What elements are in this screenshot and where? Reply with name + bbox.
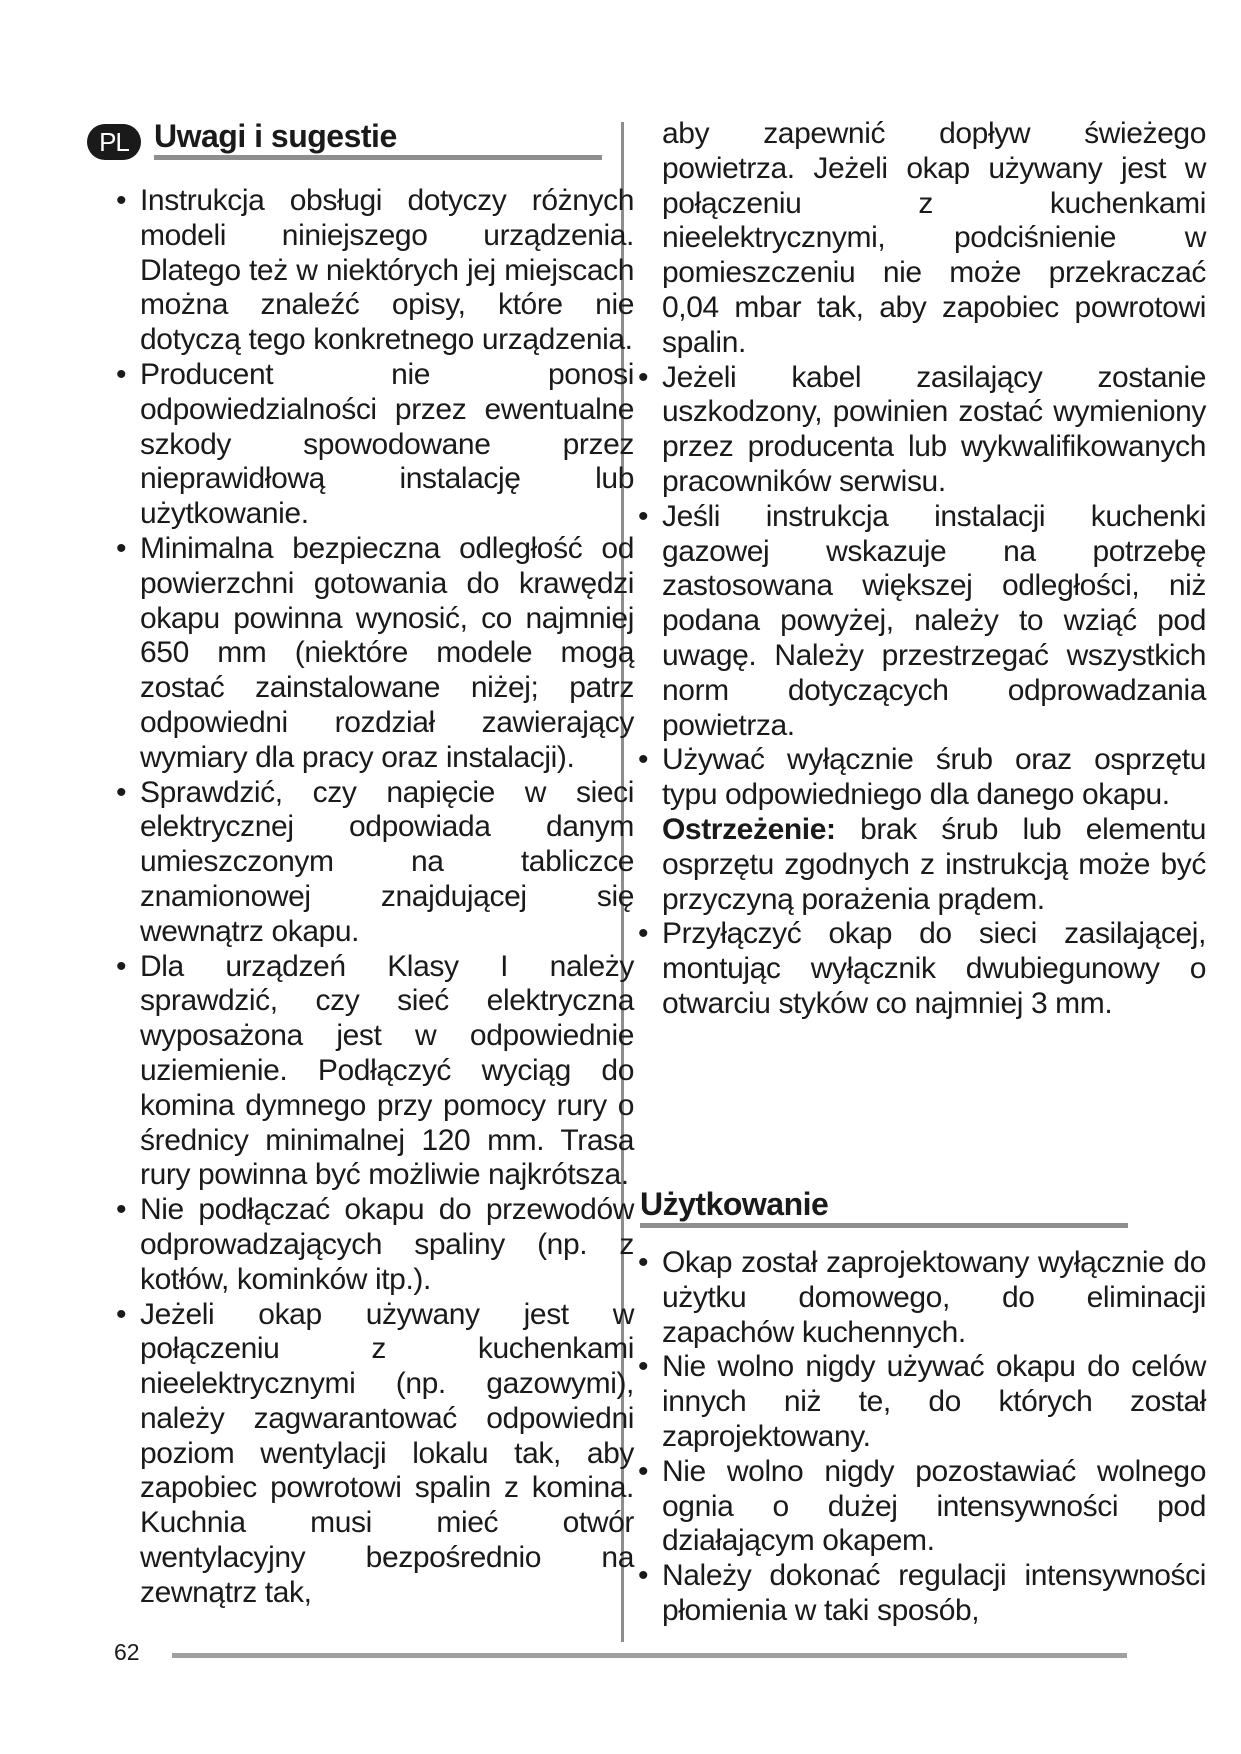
list-item: • Sprawdzić, czy napięcie w sieci elektrycznej odpowiada danym umieszczonym na tabliczce znamionowej znajdującej się wewnątrz okapu. xyxy=(114,776,634,950)
section-title: Uwagi i sugestie xyxy=(154,118,397,154)
warning-label: Ostrzeżenie: xyxy=(662,812,836,846)
list-item: • Nie wolno nigdy pozostawiać wolnego ognia o dużej intensywności pod działającym okapem. xyxy=(636,1455,1206,1559)
warning-text: brak śrub lub elementu osprzętu zgodnych z instrukcją może być przyczyną porażenia prądem. xyxy=(662,812,1207,916)
usage-list xyxy=(636,1246,1206,1629)
language-badge: PL xyxy=(87,124,141,160)
list-item: • Instrukcja obsługi dotyczy różnych modeli niniejszego urządzenia. Dlatego też w niektórych jej miejscach można znaleźć opisy, które nie dotyczą tego konkretnego urządzenia. xyxy=(114,184,634,358)
right-column xyxy=(636,117,1206,1022)
continued-paragraph: aby zapewnić dopływ świeżego powietrza. Jeżeli okap używany jest w połączeniu z kuchenkami nieelektrycznymi, podciśnienie w pomieszczeniu nie może przekraczać 0,04 mbar tak, aby zapobiec powrotowi spalin. xyxy=(662,117,1206,359)
list-item: • Nie wolno nigdy używać okapu do celów innych niż te, do których został zaprojektowany. xyxy=(636,1350,1206,1454)
list-item: • Dla urządzeń Klasy I należy sprawdzić, czy sieć elektryczna wyposażona jest w odpowiednie uziemienie. Podłączyć wyciąg do komina dymnego przy pomocy rury o średnicy minimalnej 120 mm. Trasa rury powinna być możliwie najkrótsza. xyxy=(114,950,634,1194)
section-title-underline xyxy=(154,155,602,160)
list-item: • Producent nie ponosi odpowiedzialności przez ewentualne szkody spowodowane przez nieprawidłową instalację lub użytkowanie. xyxy=(114,358,634,532)
list-item: • Minimalna bezpieczna odległość od powierzchni gotowania do krawędzi okapu powinna wynosić, co najmniej 650 mm (niektóre modele mogą zostać zainstalowane niżej; patrz odpowiedni rozdział zawierający wymiary dla pracy oraz instalacji). xyxy=(114,532,634,776)
usage-section-title: Użytkowanie xyxy=(640,1186,829,1222)
list-item: • Jeżeli kabel zasilający zostanie uszkodzony, powinien zostać wymieniony przez producenta lub wykwalifikowanych pracowników serwisu. xyxy=(636,361,1206,500)
list-item: • Należy dokonać regulacji intensywności płomienia w taki sposób, xyxy=(636,1559,1206,1629)
list-item: • Przyłączyć okap do sieci zasilającej, montując wyłącznik dwubiegunowy o otwarciu styków co najmniej 3 mm. xyxy=(636,917,1206,1021)
list-item: • Jeśli instrukcja instalacji kuchenki gazowej wskazuje na potrzebę zastosowana większej odległości, niż podana powyżej, należy to wziąć pod uwagę. Należy przestrzegać wszystkich norm dotyczących odprowadzania powietrza. xyxy=(636,500,1206,744)
list-item: • Nie podłączać okapu do przewodów odprowadzających spaliny (np. z kotłów, kominków itp.). xyxy=(114,1193,634,1297)
left-column xyxy=(114,184,634,1611)
usage-title-underline xyxy=(640,1223,1128,1228)
warning-note xyxy=(636,813,1206,917)
list-item: • Jeżeli okap używany jest w połączeniu z kuchenkami nieelektrycznymi (np. gazowymi), należy zagwarantować odpowiedni poziom wentylacji lokalu tak, aby zapobiec powrotowi spalin z komina. Kuchnia musi mieć otwór wentylacyjny bezpośrednio na zewnątrz tak, xyxy=(114,1298,634,1611)
footer-rule xyxy=(172,1653,1127,1658)
page-number: 62 xyxy=(114,1639,140,1665)
list-item: • Okap został zaprojektowany wyłącznie do użytku domowego, do eliminacji zapachów kuchennych. xyxy=(636,1246,1206,1350)
list-item: • Używać wyłącznie śrub oraz osprzętu typu odpowiedniego dla danego okapu. xyxy=(636,743,1206,813)
